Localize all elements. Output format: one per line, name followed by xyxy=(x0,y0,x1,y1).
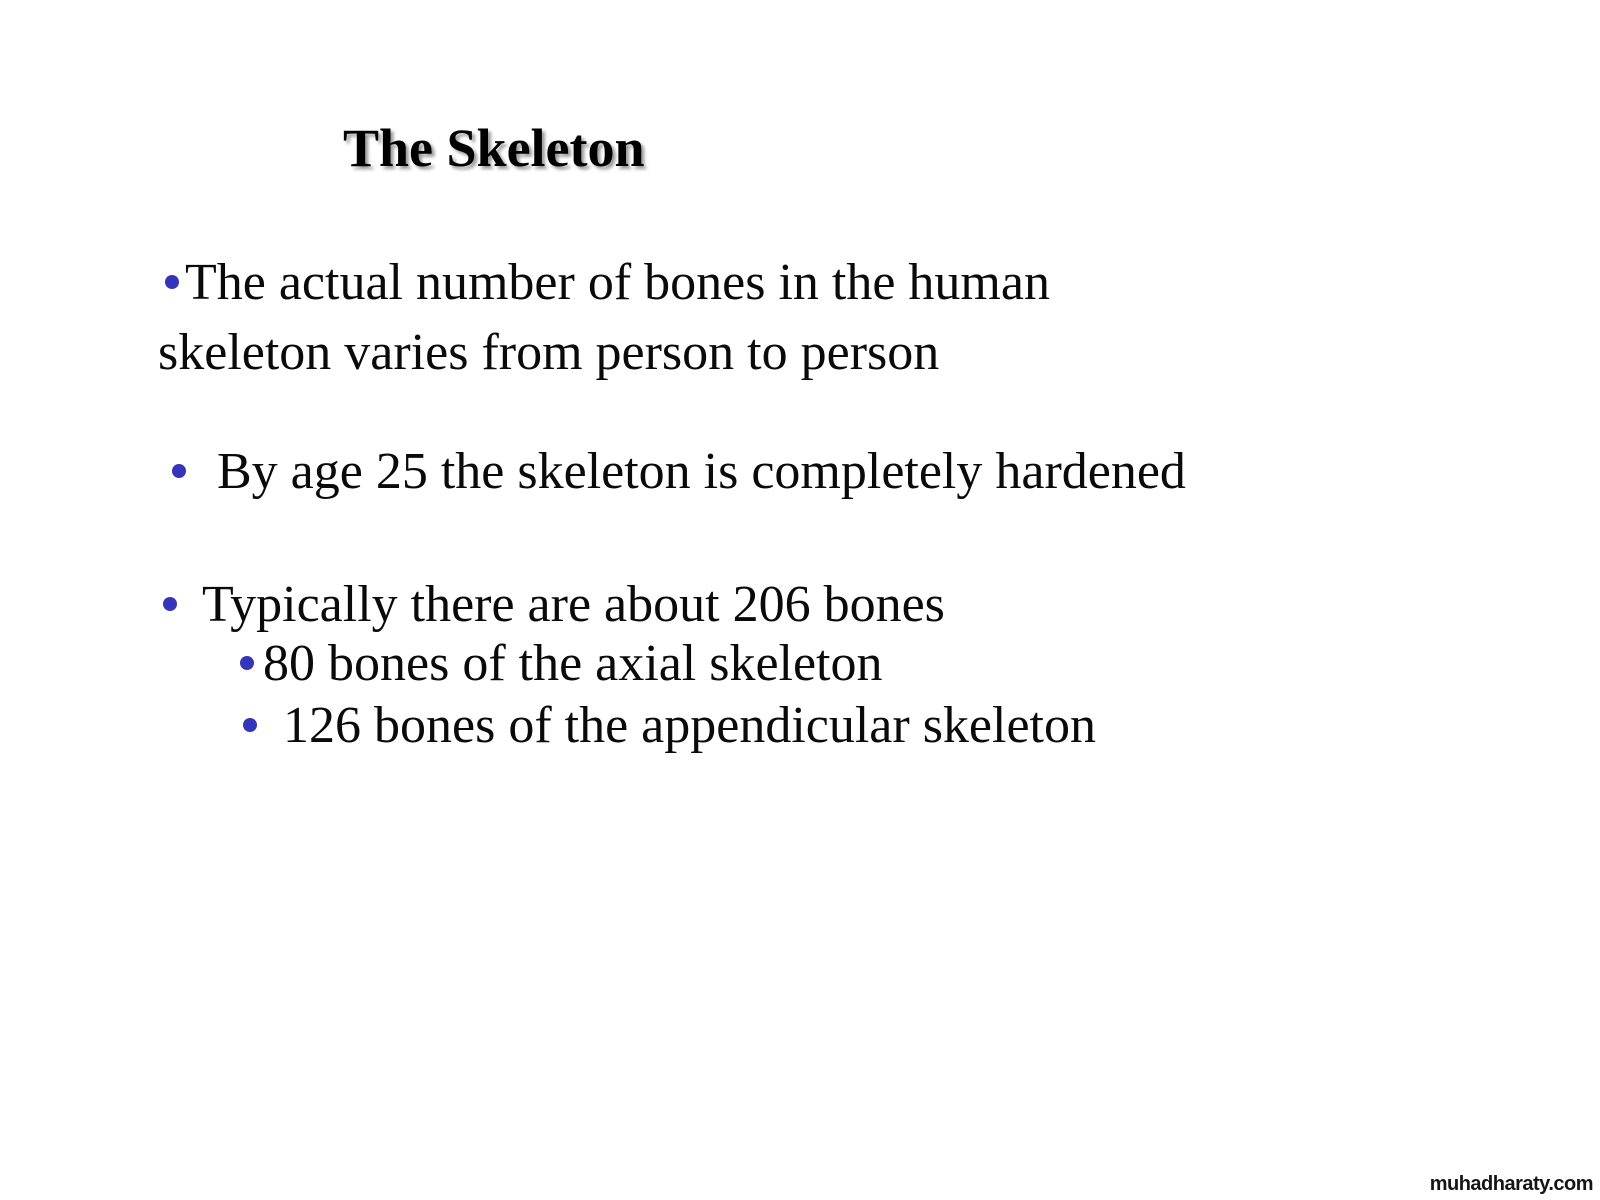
sub-bullet-item xyxy=(240,629,883,699)
watermark-text: muhadharaty.com xyxy=(1429,1173,1593,1195)
sub-bullet-text: 126 bones of the appendicular skeleton xyxy=(283,697,1096,754)
bullet-icon xyxy=(243,718,257,732)
bullet-item xyxy=(158,248,1098,388)
bullet-icon xyxy=(163,597,177,611)
sub-bullet-item xyxy=(243,691,1096,761)
bullet-icon xyxy=(172,464,186,478)
slide-title: The Skeleton xyxy=(343,118,645,178)
sub-bullet-text: 80 bones of the axial skeleton xyxy=(263,635,883,692)
bullet-icon xyxy=(240,656,254,670)
bullet-icon xyxy=(165,275,179,289)
bullet-item xyxy=(172,437,1186,507)
bullet-text: The actual number of bones in the human skeleton varies from person to person xyxy=(158,254,1050,381)
bullet-text: Typically there are about 206 bones xyxy=(202,576,945,633)
bullet-text: By age 25 the skeleton is completely hardened xyxy=(217,443,1186,500)
